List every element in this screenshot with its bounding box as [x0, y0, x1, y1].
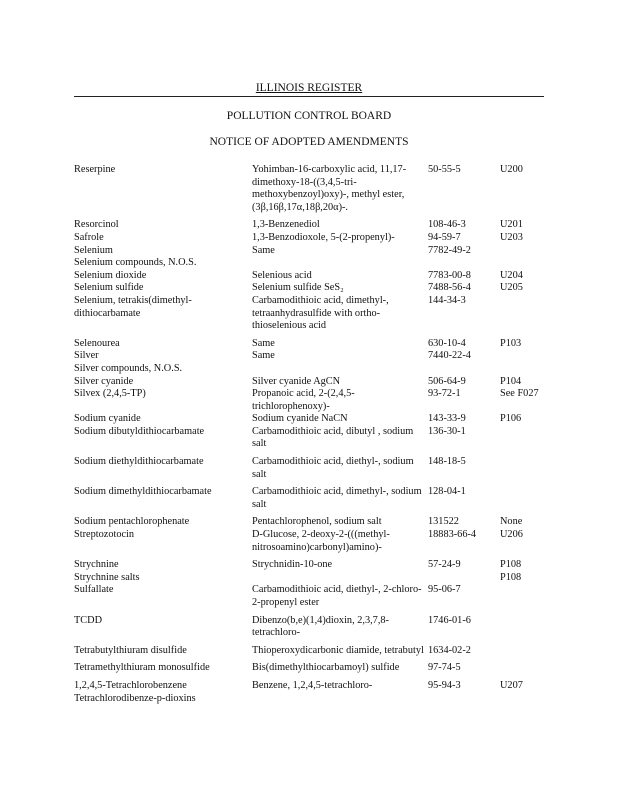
hazardous-waste-code: U200 [500, 164, 523, 175]
hazardous-waste-code: U204 [500, 269, 523, 281]
hazardous-waste-code [500, 584, 548, 614]
chemical-name: Dibenzo(b,e)(1,4)dioxin, 2,3,7,8-tetrachloro- [252, 614, 389, 639]
table-row [74, 529, 548, 559]
cas-number: 95-06-7 [428, 584, 461, 596]
cas-number: 143-33-9 [428, 413, 466, 425]
cas-number [428, 257, 500, 270]
cas-number: 7488-56-4 [428, 282, 471, 294]
chemical-name: Strychnidin-10-one [252, 559, 333, 571]
table-row [74, 662, 548, 680]
cas-number: 94-59-7 [428, 231, 461, 243]
cas-number [428, 363, 500, 376]
table-row [74, 164, 548, 219]
table-row [74, 456, 548, 486]
chemical-name: Carbamodithioic acid, dimethyl-, sodium salt [252, 486, 422, 510]
hazardous-waste-code: P104 [500, 375, 522, 387]
cas-number: 57-24-9 [428, 559, 461, 571]
chemical-name: 1,3-Benzodioxole, 5-(2-propenyl)- [252, 231, 395, 243]
substance-name: Sodium dimethyldithiocarbamate [74, 486, 212, 498]
cas-number: 506-64-9 [428, 375, 466, 387]
chemical-name: Silver cyanide AgCN [252, 375, 341, 387]
hazardous-waste-code [500, 456, 548, 486]
table-row [74, 615, 548, 645]
cas-number: 97-74-5 [428, 662, 461, 674]
cas-number: 93-72-1 [428, 388, 461, 400]
substances-table [74, 164, 548, 705]
chemical-name: Selenious acid [252, 269, 312, 281]
substance-name: Tetrachlorodibenze-p-dioxins [74, 692, 196, 704]
chemical-name: Same [252, 244, 275, 256]
substance-name: Sulfallate [74, 584, 114, 596]
hazardous-waste-code [500, 295, 548, 338]
substance-name: Selenium, tetrakis(dimethyl-dithiocarbamate [74, 294, 192, 319]
cas-number: 1634-02-2 [428, 644, 471, 656]
hazardous-waste-code: None [500, 516, 523, 528]
substance-name: Silver [74, 350, 99, 362]
cas-number: 630-10-4 [428, 337, 466, 349]
hazardous-waste-code [500, 426, 548, 456]
substance-name: Silver cyanide [74, 375, 134, 387]
chemical-name: Pentachlorophenol, sodium salt [252, 516, 382, 528]
table-row [74, 413, 548, 426]
chemical-name: Thioperoxydicarbonic diamide, tetrabutyl [252, 644, 424, 656]
header-rule [74, 96, 544, 97]
hazardous-waste-code: U203 [500, 231, 523, 243]
chemical-name: D-Glucose, 2-deoxy-2-(((methyl-nitrosoamino)carbonyl)amino)- [252, 529, 390, 553]
cas-number: 148-18-5 [428, 456, 466, 468]
hazardous-waste-code [500, 486, 548, 516]
table-row [74, 376, 548, 389]
cas-number: 108-46-3 [428, 219, 466, 231]
hazardous-waste-code [500, 350, 548, 363]
substance-name: Selenourea [74, 337, 120, 349]
table-row [74, 257, 548, 270]
chemical-name: Propanoic acid, 2-(2,4,5-trichlorophenoxy)- [252, 388, 355, 412]
cas-number: 7440-22-4 [428, 350, 471, 362]
cas-number: 7782-49-2 [428, 244, 471, 256]
table-row [74, 232, 548, 245]
substance-name: Strychnine [74, 559, 119, 571]
chemical-name: Benzene, 1,2,4,5-tetrachloro- [252, 679, 373, 691]
table-row [74, 219, 548, 232]
table-row [74, 270, 548, 283]
hazardous-waste-code: U201 [500, 219, 523, 231]
chemical-name: Yohimban-16-carboxylic acid, 11,17-dimethoxy-18-((3,4,5-tri-methoxybenzoyl)oxy)-, methyl ester, (3β,16β,17α,18β,20α)-. [252, 164, 407, 213]
notice-title: NOTICE OF ADOPTED AMENDMENTS [209, 136, 409, 148]
table-row [74, 572, 548, 585]
chemical-name: Same [252, 350, 275, 362]
substance-name: Selenium [74, 244, 113, 256]
substance-name: Sodium diethyldithiocarbamate [74, 456, 204, 468]
cas-number [428, 693, 500, 706]
cas-number: 128-04-1 [428, 486, 466, 498]
cas-number [428, 572, 500, 585]
hazardous-waste-code: P103 [500, 337, 522, 349]
table-row [74, 388, 548, 413]
substance-name: Selenium compounds, N.O.S. [74, 257, 197, 269]
hazardous-waste-code [500, 363, 548, 376]
chemical-name [252, 257, 428, 270]
table-row [74, 282, 548, 295]
table-row [74, 645, 548, 663]
hazardous-waste-code: See F027 [500, 388, 539, 400]
chemical-name: Carbamodithioic acid, diethyl-, sodium salt [252, 456, 414, 480]
cas-number: 50-55-5 [428, 164, 461, 175]
table-row [74, 584, 548, 614]
board-name: POLLUTION CONTROL BOARD [226, 110, 392, 122]
substance-name: TCDD [74, 614, 103, 626]
chemical-name: Carbamodithioic acid, diethyl-, 2-chloro-2-propenyl ester [252, 584, 422, 608]
cas-number: 144-34-3 [428, 294, 466, 306]
substance-name: Sodium cyanide [74, 413, 141, 425]
substance-name: Sodium dibutyldithiocarbamate [74, 425, 205, 437]
substance-name: Reserpine [74, 164, 116, 175]
cas-number: 95-94-3 [428, 679, 461, 691]
table-row [74, 693, 548, 706]
hazardous-waste-code: P108 [500, 571, 522, 583]
substance-name: 1,2,4,5-Tetrachlorobenzene [74, 679, 187, 691]
substance-name: Selenium dioxide [74, 269, 147, 281]
hazardous-waste-code: U205 [500, 282, 523, 294]
hazardous-waste-code [500, 257, 548, 270]
table-row [74, 363, 548, 376]
chemical-name: Same [252, 337, 275, 349]
register-header: ILLINOIS REGISTER [255, 82, 363, 94]
table-row [74, 559, 548, 572]
table-row [74, 350, 548, 363]
cas-number: 1746-01-6 [428, 614, 471, 626]
hazardous-waste-code [500, 662, 548, 680]
substance-name: Safrole [74, 231, 104, 243]
table-row [74, 338, 548, 351]
chemical-name: 1,3-Benzenediol [252, 219, 320, 231]
chemical-name: Bis(dimethylthiocarbamoyl) sulfide [252, 662, 400, 674]
hazardous-waste-code: P106 [500, 413, 522, 425]
hazardous-waste-code [500, 615, 548, 645]
substance-name: Strychnine salts [74, 571, 140, 583]
substance-name: Silver compounds, N.O.S. [74, 362, 183, 374]
hazardous-waste-code: U206 [500, 529, 523, 541]
hazardous-waste-code: U207 [500, 679, 523, 691]
table-row [74, 680, 548, 693]
table-row [74, 486, 548, 516]
substance-name: Sodium pentachlorophenate [74, 516, 190, 528]
hazardous-waste-code [500, 245, 548, 258]
cas-number: 7783-00-8 [428, 269, 471, 281]
substance-name: Tetrabutylthiuram disulfide [74, 644, 187, 656]
chemical-name [252, 363, 428, 376]
hazardous-waste-code: P108 [500, 559, 522, 571]
chemical-name [252, 572, 428, 585]
hazardous-waste-code [500, 693, 548, 706]
chemical-name: Sodium cyanide NaCN [252, 413, 348, 425]
table-row [74, 245, 548, 258]
table-row [74, 426, 548, 456]
hazardous-waste-code [500, 645, 548, 663]
substance-name: Streptozotocin [74, 529, 135, 541]
table-row [74, 295, 548, 338]
cas-number: 136-30-1 [428, 425, 466, 437]
substance-name: Silvex (2,4,5-TP) [74, 388, 146, 400]
chemical-name: Carbamodithioic acid, dimethyl-, tetraanhydrasulfide with ortho-thioselenious acid [252, 294, 389, 332]
substance-name: Resorcinol [74, 219, 119, 231]
cas-number: 131522 [428, 516, 459, 528]
chemical-name [252, 693, 428, 706]
substance-name: Selenium sulfide [74, 282, 144, 294]
table-row [74, 516, 548, 529]
cas-number: 18883-66-4 [428, 529, 477, 541]
substance-name: Tetramethylthiuram monosulfide [74, 662, 210, 674]
chemical-name: Selenium sulfide SeS₂ [252, 282, 344, 294]
chemical-name: Carbamodithioic acid, dibutyl , sodium salt [252, 425, 414, 450]
